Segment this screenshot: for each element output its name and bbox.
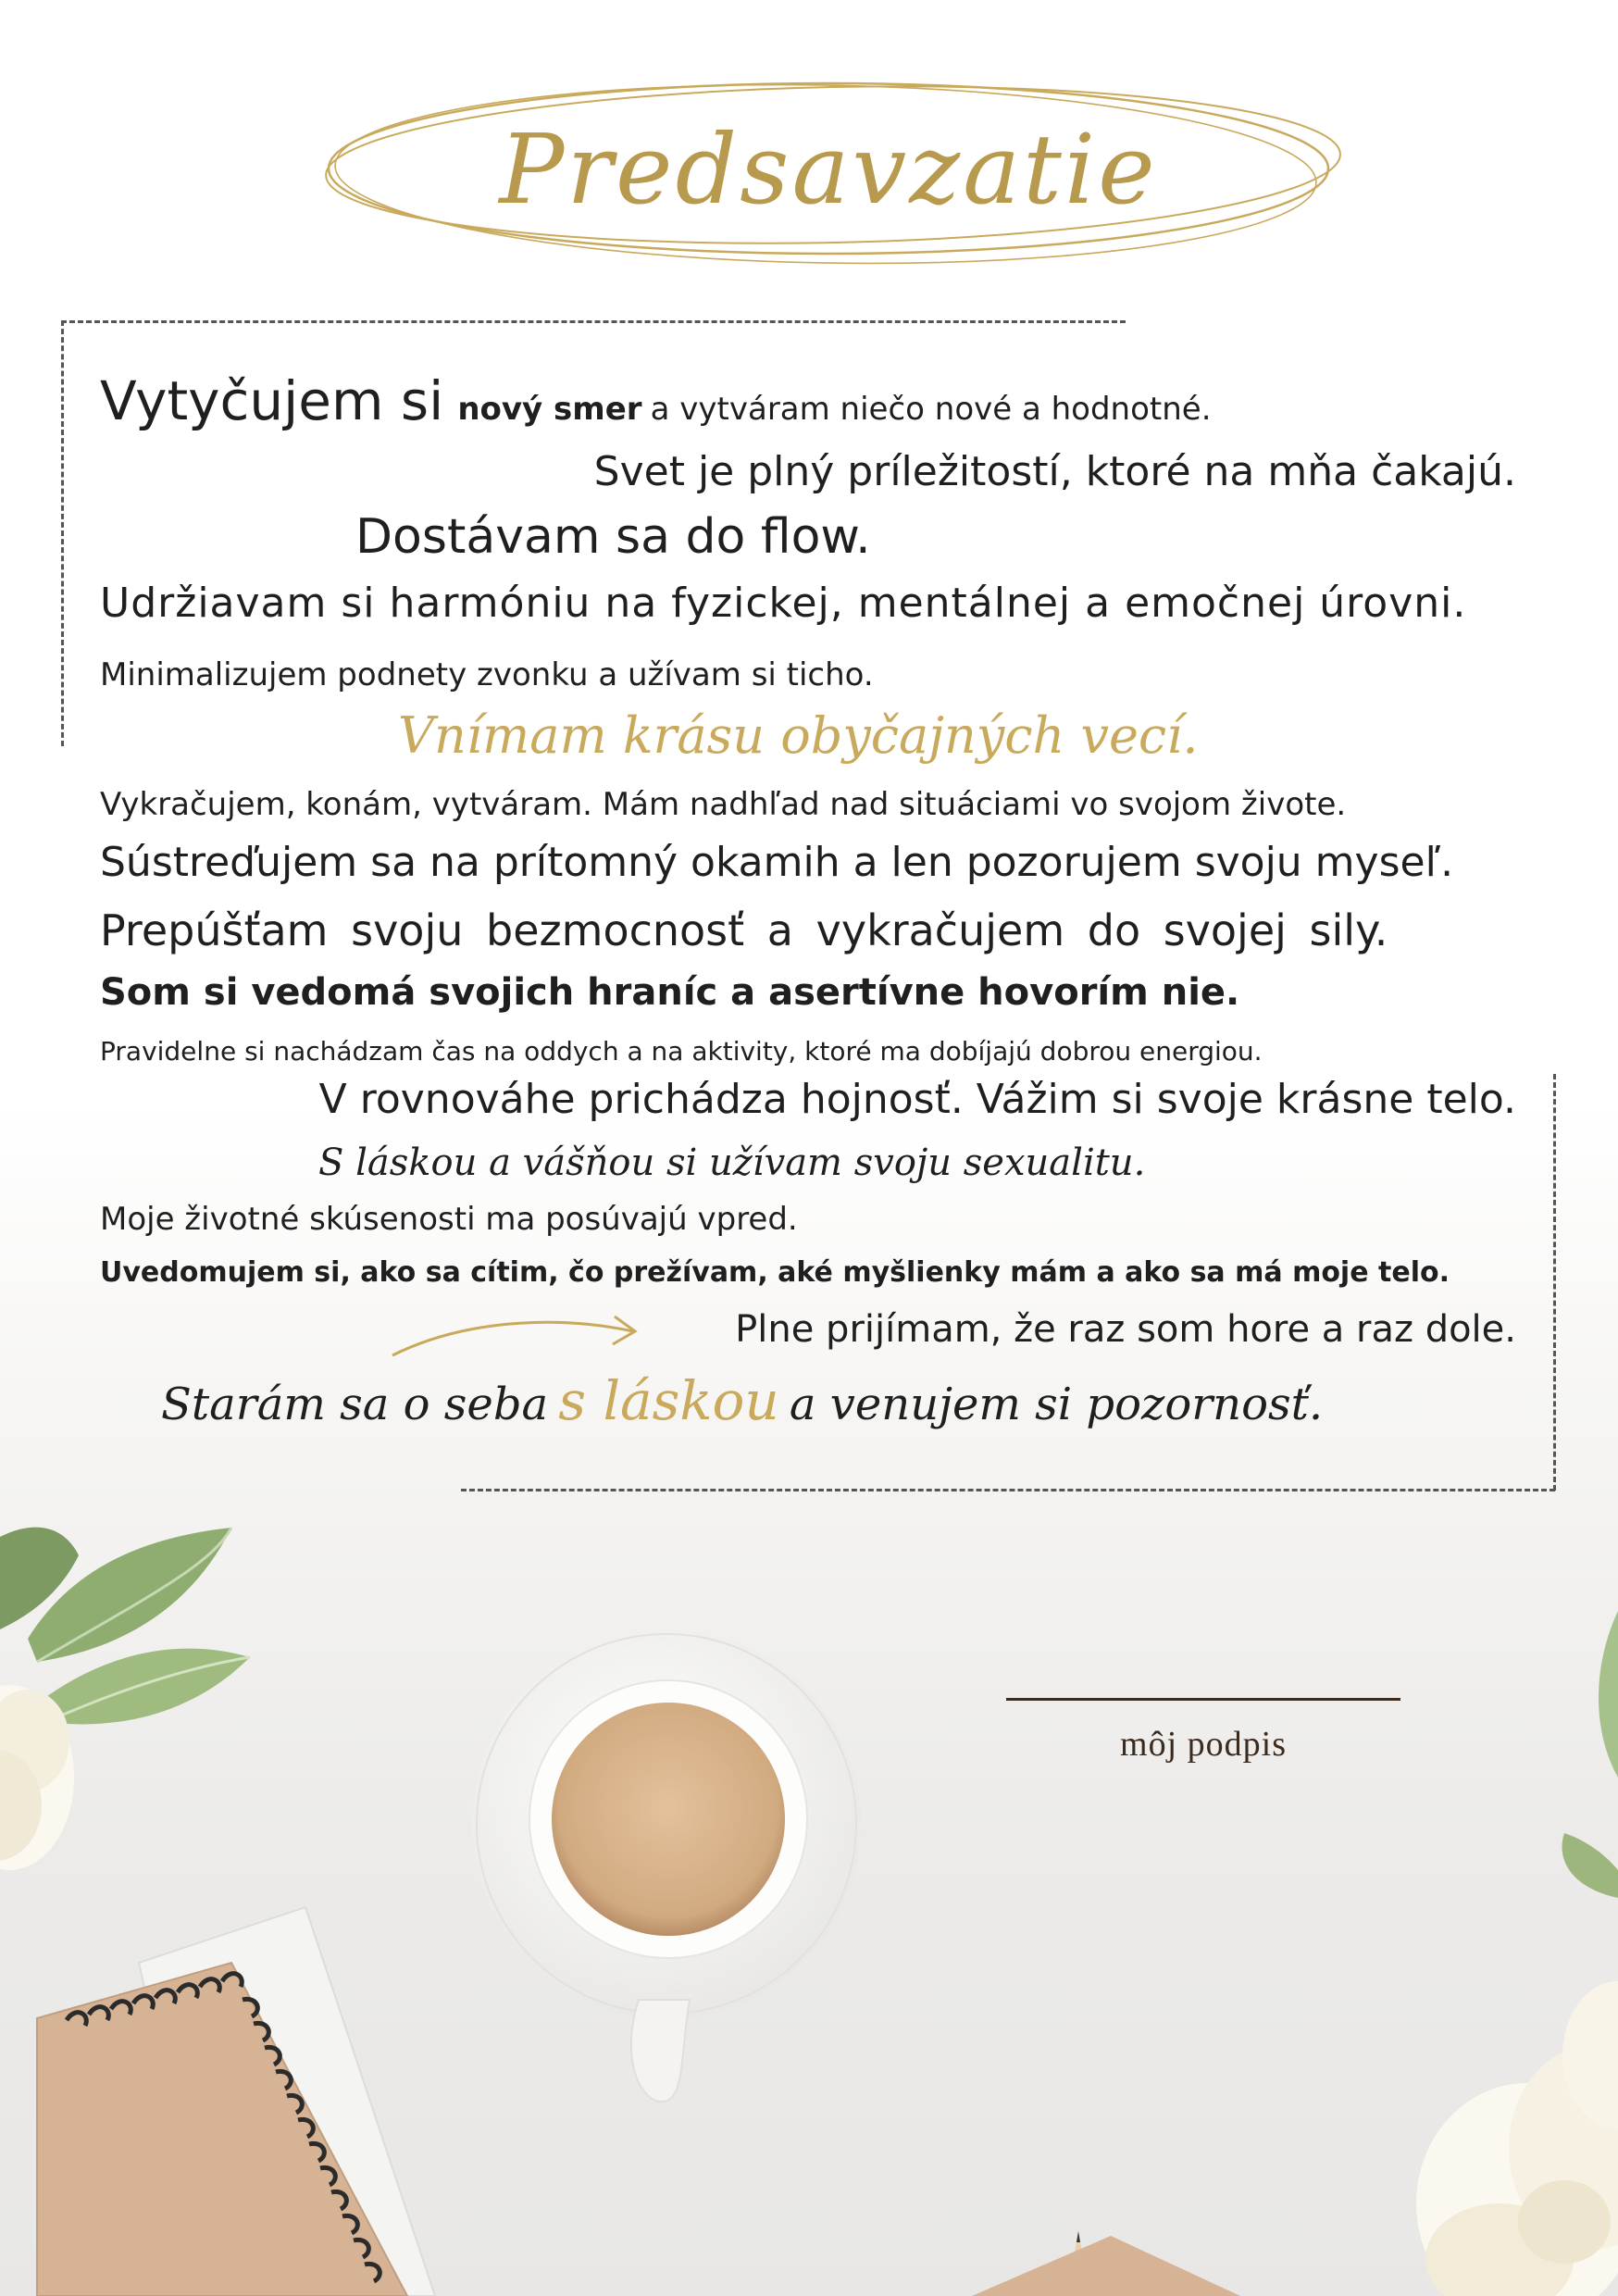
affirmation-7: Vykračujem, konám, vytváram. Mám nadhľad nad situáciami vo svojom živote. bbox=[100, 786, 1347, 823]
notebook-icon bbox=[37, 1907, 435, 2296]
affirmation-10: Som si vedomá svojich hraníc a asertívne hovorím nie. bbox=[100, 971, 1240, 1014]
dashed-border-bottom bbox=[461, 1489, 1555, 1491]
flower-icon bbox=[1416, 1981, 1618, 2296]
affirmation-6: Vnímam krásu obyčajných vecí. bbox=[398, 706, 1199, 765]
signature-label: môj podpis bbox=[1120, 1725, 1287, 1764]
affirmation-17-a: Starám sa o seba bbox=[161, 1379, 549, 1430]
signature-line bbox=[1006, 1698, 1400, 1701]
affirmation-3: Dostávam sa do flow. bbox=[355, 509, 871, 565]
decorative-still-life bbox=[0, 1500, 1618, 2296]
affirmation-13: S láskou a vášňou si užívam svoju sexualitu. bbox=[318, 1142, 1146, 1184]
affirmation-1-lead: Vytyčujem si bbox=[100, 369, 444, 432]
affirmation-12: V rovnováhe prichádza hojnosť. Vážim si svoje krásne telo. bbox=[318, 1076, 1516, 1123]
affirmation-17 bbox=[161, 1369, 1324, 1432]
dashed-border-right bbox=[1553, 1074, 1556, 1491]
affirmation-9: Prepúšťam svoju bezmocnosť a vykračujem do svojej sily. bbox=[100, 905, 1388, 955]
envelope-icon bbox=[972, 2236, 1240, 2296]
affirmation-17-b: s láskou bbox=[558, 1369, 779, 1432]
affirmation-4: Udržiavam si harmóniu na fyzickej, mentálnej a emočnej úrovni. bbox=[100, 580, 1467, 627]
affirmation-1-rest: a vytváram niečo nové a hodnotné. bbox=[650, 391, 1212, 428]
affirmation-16: Plne prijímam, že raz som hore a raz dole. bbox=[735, 1308, 1516, 1351]
affirmation-1-bold: nový smer bbox=[457, 391, 642, 428]
coffee-cup-icon bbox=[472, 1629, 861, 2102]
leaf-icon bbox=[1562, 1611, 1618, 1898]
dashed-border-top bbox=[61, 320, 1126, 323]
page-title: Predsavzatie bbox=[499, 113, 1158, 226]
affirmation-5: Minimalizujem podnety zvonku a užívam si ticho. bbox=[100, 656, 874, 693]
affirmation-15: Uvedomujem si, ako sa cítim, čo prežívam, aké myšlienky mám a ako sa má moje telo. bbox=[100, 1256, 1450, 1289]
arrow-icon bbox=[389, 1304, 657, 1368]
affirmation-2: Svet je plný príležitostí, ktoré na mňa čakajú. bbox=[593, 448, 1516, 495]
title-block bbox=[315, 65, 1342, 278]
affirmation-14: Moje životné skúsenosti ma posúvajú vpred. bbox=[100, 1201, 798, 1238]
affirmation-8: Sústreďujem sa na prítomný okamih a len pozorujem svoju myseľ. bbox=[100, 839, 1454, 886]
affirmation-1 bbox=[100, 369, 1212, 432]
affirmation-17-c: a venujem si pozornosť. bbox=[789, 1379, 1324, 1430]
affirmation-11: Pravidelne si nachádzam čas na oddych a na aktivity, ktoré ma dobíjajú dobrou energiou. bbox=[100, 1036, 1263, 1067]
dashed-border-left bbox=[61, 320, 64, 746]
